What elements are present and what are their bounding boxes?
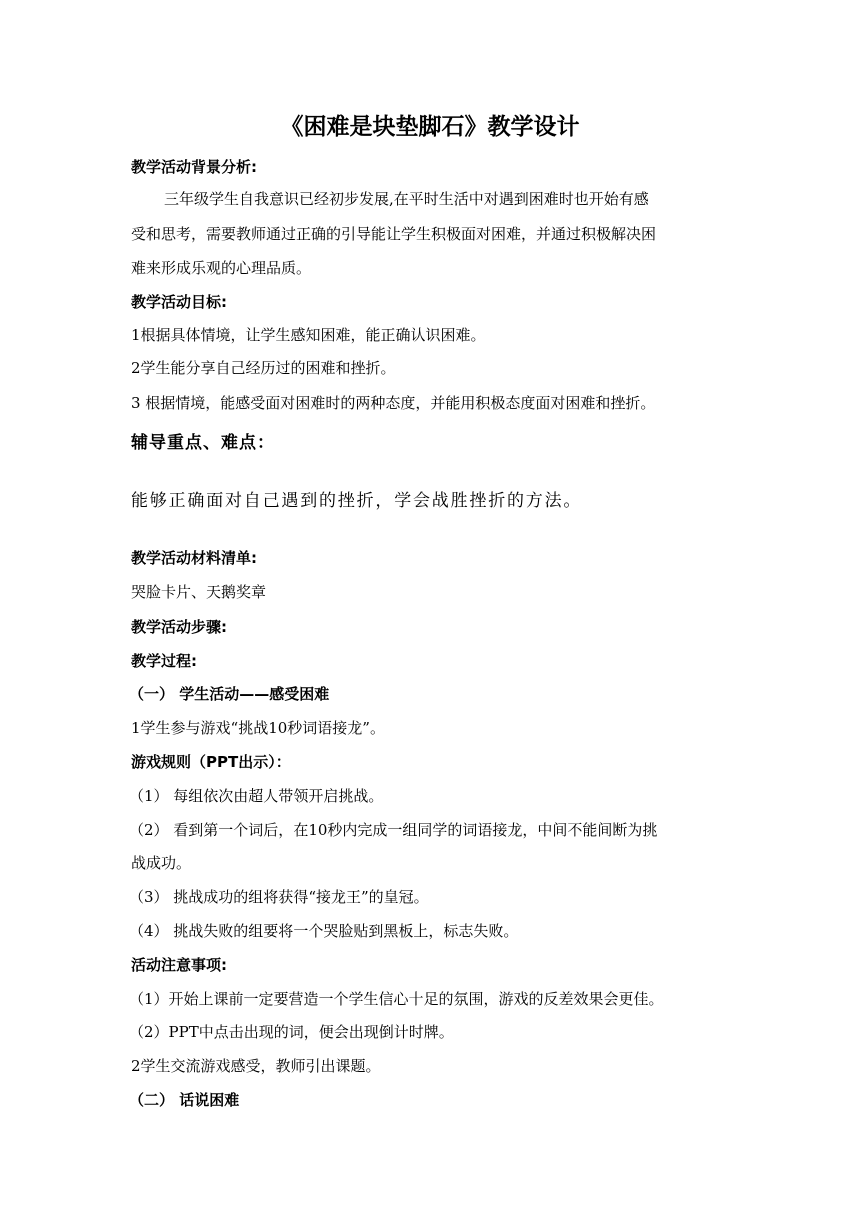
process-heading: 教学过程: <box>131 652 197 670</box>
rule-item-4: （4） 挑战失败的组要将一个哭脸贴到黑板上，标志失败。 <box>129 922 519 940</box>
background-heading: 教学活动背景分析: <box>131 158 257 176</box>
materials-text: 哭脸卡片、天鹅奖章 <box>131 583 267 601</box>
rule-item-2-continued: 战成功。 <box>131 854 192 872</box>
rules-heading: 游戏规则（PPT出示）： <box>131 753 291 771</box>
notes-heading: 活动注意事项: <box>131 956 227 974</box>
background-line-1: 三年级学生自我意识已经初步发展,在平时生活中对遇到困难时也开始有感 <box>164 190 649 208</box>
note-item-2: （2）PPT中点击出现的词，便会出现倒计时牌。 <box>129 1023 454 1041</box>
goal-item-1: 1根据具体情境，让学生感知困难，能正确认识困难。 <box>131 326 486 344</box>
document-title: 《困难是块垫脚石》教学设计 <box>280 114 580 140</box>
rule-item-2: （2） 看到第一个词后，在10秒内完成一组同学的词语接龙，中间不能间断为挑 <box>129 821 658 839</box>
activity-one-text: 1学生参与游戏“挑战10秒词语接龙”。 <box>131 719 385 737</box>
goals-heading: 教学活动目标: <box>131 293 227 311</box>
goal-item-3: 3 根据情境，能感受面对困难时的两种态度，并能用积极态度面对困难和挫折。 <box>131 394 656 412</box>
background-line-3: 难来形成乐观的心理品质。 <box>131 259 312 277</box>
section-one-heading: （一） 学生活动——感受困难 <box>129 685 330 703</box>
background-line-2: 受和思考，需要教师通过正确的引导能让学生积极面对困难，并通过积极解决困 <box>131 225 657 243</box>
section-two-heading: （二） 话说困难 <box>129 1091 240 1109</box>
steps-heading: 教学活动步骤: <box>131 618 227 636</box>
note-item-1: （1）开始上课前一定要营造一个学生信心十足的氛围，游戏的反差效果会更佳。 <box>129 990 664 1008</box>
goal-item-2: 2学生能分享自己经历过的困难和挫折。 <box>131 359 396 377</box>
rule-item-3: （3） 挑战成功的组将获得“接龙王”的皇冠。 <box>129 888 429 906</box>
key-points-heading: 辅导重点、难点： <box>131 433 275 453</box>
activity-two-text: 2学生交流游戏感受，教师引出课题。 <box>131 1057 381 1075</box>
key-points-text: 能够正确面对自己遇到的挫折，学会战胜挫折的方法。 <box>131 491 583 511</box>
materials-heading: 教学活动材料清单: <box>131 549 257 567</box>
rule-item-1: （1） 每组依次由超人带领开启挑战。 <box>129 787 384 805</box>
